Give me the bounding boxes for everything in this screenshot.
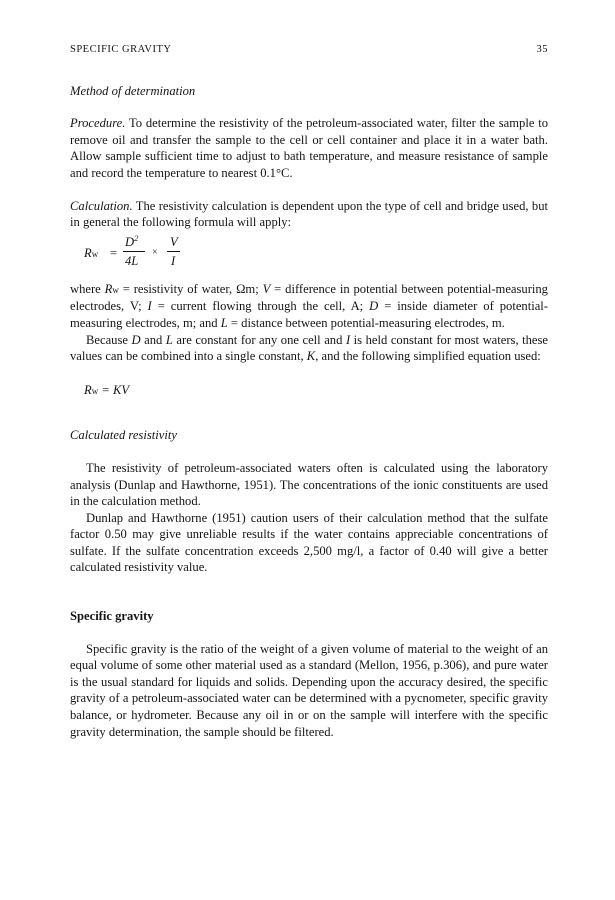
formula-equals: = [110,245,118,260]
specific-gravity-heading: Specific gravity [70,609,154,624]
resistivity-formula [70,231,548,275]
formula-times: × [152,246,158,258]
running-header [70,42,548,59]
formula-den2: I [171,253,176,268]
calculated-paragraph-2: Dunlap and Hawthorne (1951) caution users of their calculation method that the sulfate factor 0.50 may give unreliable results if the water contains appreciable concentrations of sulfate. If the sulfate concentration exceeds 2,500 mg/l, a factor of 0.40 will give a better calculated resistivity value. [70,510,548,575]
procedure-text: To determine the resistivity of the petroleum-associated water, filter the sample to remove oil and transfer the sample to the cell or cell container and place it in a water bath. Allow sample sufficient time to adjust to bath temperature, and measure resistance of sample and record the temperature to nearest 0.1°C. [70,116,548,180]
calculation-label: Calculation. [70,198,133,213]
method-heading: Method of determination [70,83,196,98]
because-paragraph: Because D and L are constant for any one cell and I is held constant for most waters, these values can be combined into a single constant, K, and the following simplified equation used: [70,332,549,364]
fraction-bar-1 [123,251,145,252]
specific-gravity-paragraph: Specific gravity is the ratio of the weight of a given volume of material to the weight of an equal volume of some other material used as a standard (Mellon, 1956, p.306), and pure water is the usual standard for liquids and solids. Depending upon the accuracy desired, the specific gravity of a petroleum-associated water can be determined with a pycnometer, specific gravity balance, or hydrometer. Because any oil in or on the sample will interfere with the specific gravity determination, the sample should be filtered. [70,641,548,739]
formula-num2: V [170,234,178,249]
page [70,42,548,740]
page-number: 35 [536,44,548,55]
procedure-label: Procedure. [70,116,126,131]
calculation-paragraph [70,198,548,231]
where-paragraph: where Rw = resistivity of water, Ωm; V = difference in potential between potential-measuring electrodes, V; I = current flowing through the cell, A; D = inside diameter of potential-measuring electrodes, m; and L = distance between potential-measuring electrodes, m. [70,281,549,330]
fraction-bar-2 [167,251,180,252]
procedure-paragraph [70,115,548,181]
running-title: SPECIFIC GRAVITY [70,44,172,55]
calculated-paragraph-1: The resistivity of petroleum-associated waters often is calculated using the laboratory analysis (Dunlap and Hawthorne, 1951). The concentrations of the ionic constituents are used in the calculation method. [70,460,548,509]
formula-den1: 4L [125,253,139,268]
simplified-formula: Rw = KV [84,382,130,397]
calculated-heading: Calculated resistivity [70,428,177,443]
formula-num1: $D^2$ [125,232,139,249]
calculation-text: The resistivity calculation is dependent upon the type of cell and bridge used, but in general the following formula will apply: [70,198,548,230]
formula-lhs: Rw [84,245,99,260]
